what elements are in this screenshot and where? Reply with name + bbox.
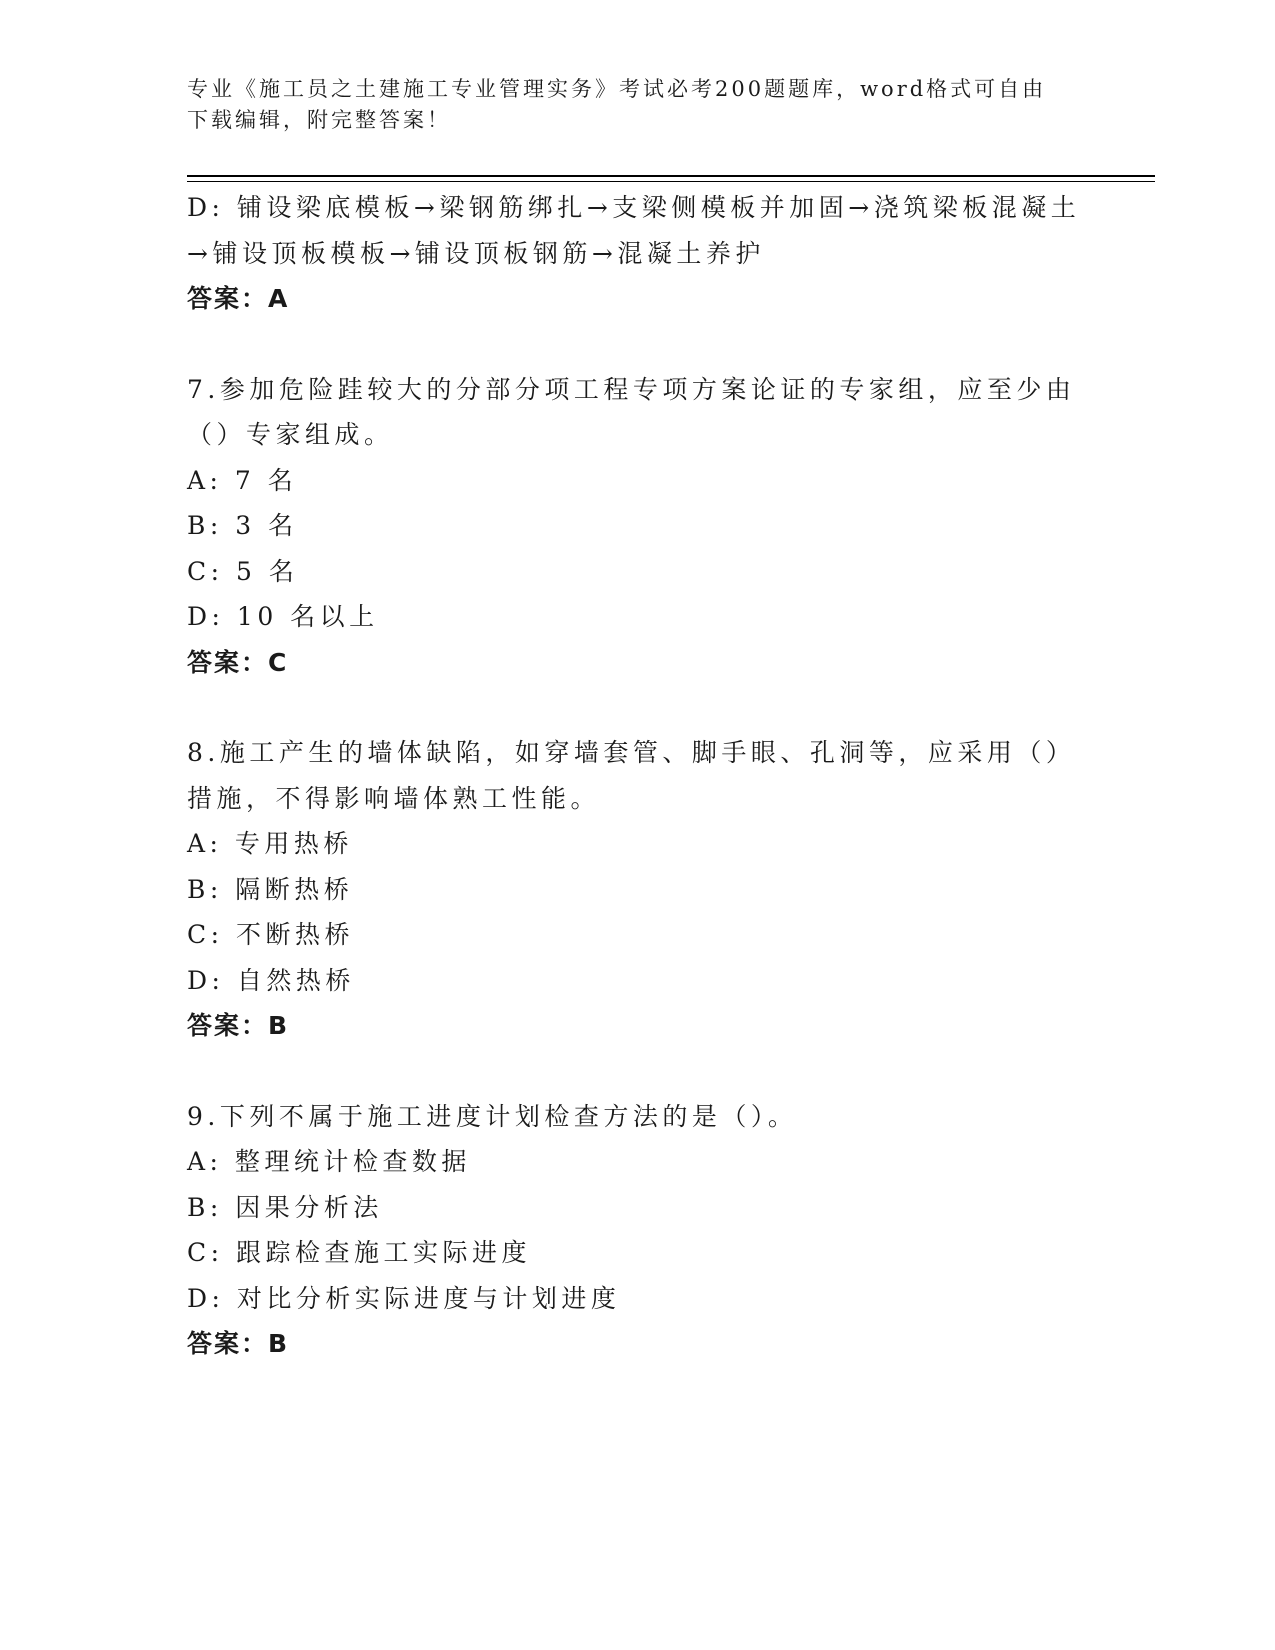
question-block-8 <box>187 730 1087 1049</box>
spacer <box>187 685 1087 730</box>
question-block-9 <box>187 1094 1087 1367</box>
question-block-7 <box>187 367 1087 686</box>
spacer <box>187 322 1087 367</box>
option-d: D: 自然热桥 <box>187 965 355 995</box>
question-text: （）专家组成。 <box>187 420 394 449</box>
question-text: 9.下列不属于施工进度计划检查方法的是（）。 <box>187 1101 798 1131</box>
option-c: C: 跟踪检查施工实际进度 <box>187 1238 531 1267</box>
option-a: A: 专用热桥 <box>187 829 353 858</box>
question-line: →铺设顶板模板→铺设顶板钢筋→混凝土养护 <box>187 238 765 268</box>
answer-line: 答案：B <box>187 1329 290 1358</box>
answer-line: 答案：B <box>187 1011 290 1040</box>
answer-line: 答案：C <box>187 647 289 677</box>
option-b: B: 3 名 <box>187 511 298 540</box>
option-d: D: 对比分析实际进度与计划进度 <box>187 1283 621 1313</box>
question-block-6 <box>187 185 1087 322</box>
question-text: 措施，不得影响墙体熟工性能。 <box>187 783 601 813</box>
option-d: D: 10 名以上 <box>187 602 379 631</box>
header-divider-thin <box>187 181 1155 182</box>
spacer <box>187 1049 1087 1094</box>
option-a: A: 7 名 <box>187 465 298 495</box>
document-header: 专业《施工员之土建施工专业管理实务》考试必考200题题库，word格式可自由下载编辑，附完整答案！ <box>187 77 1047 132</box>
option-c: C: 5 名 <box>187 556 299 586</box>
question-text: 8.施工产生的墙体缺陷，如穿墙套管、脚手眼、孔洞等，应采用（） <box>187 738 1076 767</box>
question-list <box>187 185 1087 1367</box>
option-a: A: 整理统计检查数据 <box>187 1147 471 1176</box>
option-c: C: 不断热桥 <box>187 920 354 949</box>
header-divider <box>187 175 1155 177</box>
answer-line: 答案：A <box>187 284 290 313</box>
question-text: 7.参加危险跬较大的分部分项工程专项方案论证的专家组，应至少由 <box>187 374 1076 404</box>
question-line: D: 铺设梁底模板→梁钢筋绑扎→支梁侧模板并加固→浇筑梁板混凝土 <box>187 193 1081 222</box>
option-b: B: 隔断热桥 <box>187 874 354 904</box>
option-b: B: 因果分析法 <box>187 1192 383 1222</box>
